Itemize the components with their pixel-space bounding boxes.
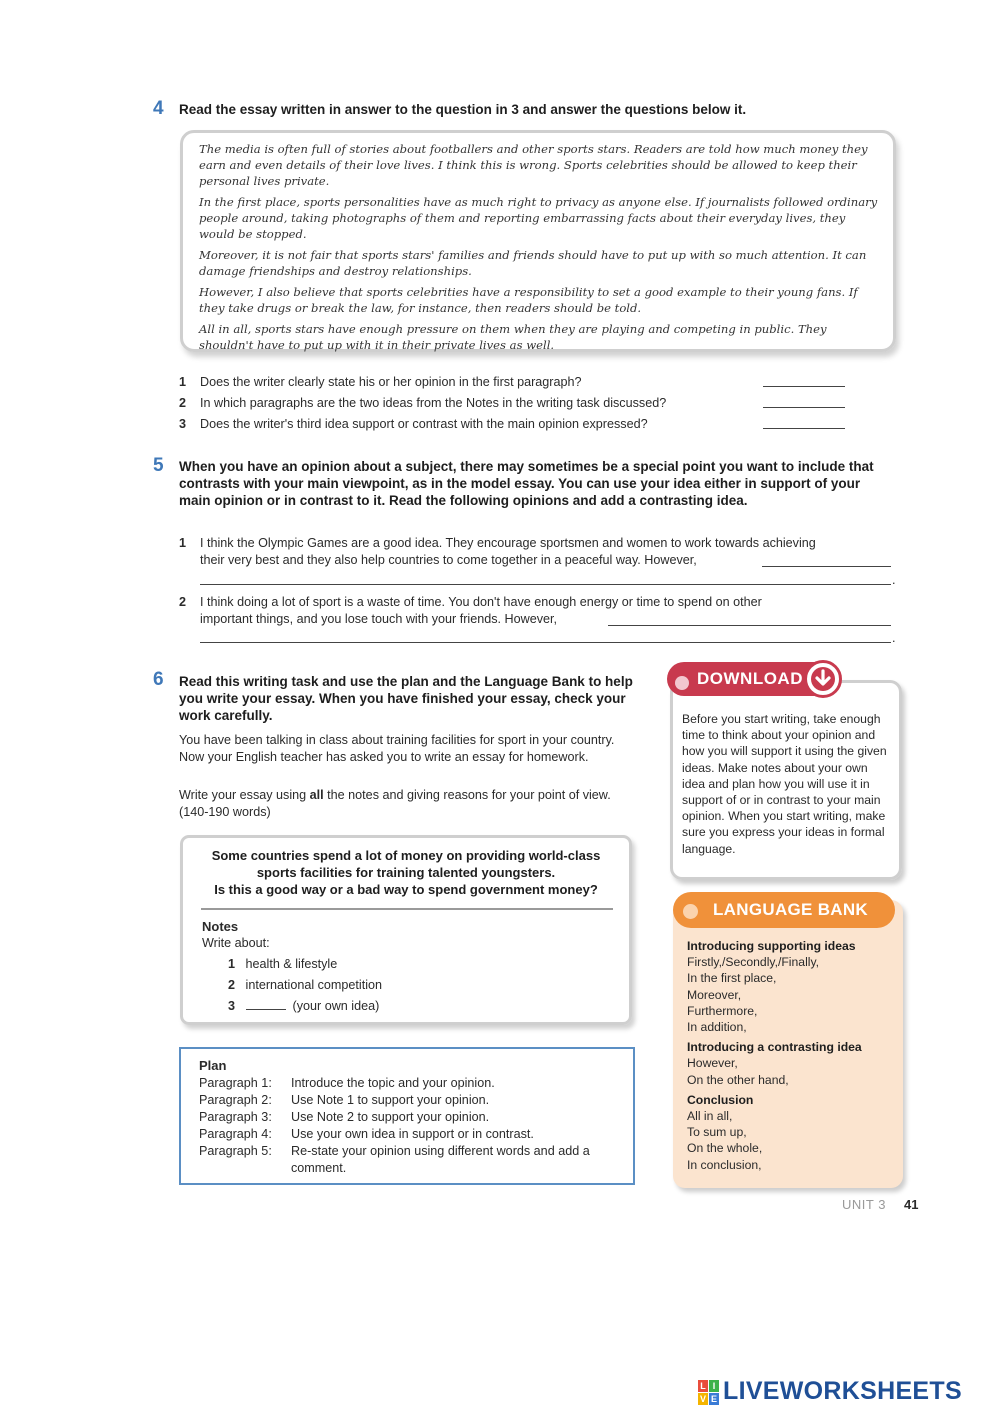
answer-blank-3[interactable] [763, 428, 845, 429]
essay-paragraph-3: Moreover, it is not fair that sports stars' families and friends should have to put up with so much attention. It can damage friendships and destroy relationships. [199, 248, 867, 278]
download-text: Before you start writing, take enough time to think about your opinion and how you will support it using the given ideas. Make notes about your own idea and plan how you will use it in support of or in contrast to your main opinion. When you start writing, make sure you express your ideas in formal language. [682, 712, 887, 856]
page-number: 41 [904, 1197, 919, 1212]
opinion-1-answer-line[interactable] [200, 584, 891, 585]
liveworksheets-logo: L I V E [699, 1381, 717, 1404]
question-1: 1 Does the writer clearly state his or her opinion in the first paragraph? [179, 375, 582, 389]
exercise-5-instruction: When you have an opinion about a subject, there may sometimes be a special point you want to include that contrasts with your main viewpoint, as in the model essay. You can use your idea either in support of your main opinion or in contrast to it. Read the following opinions and add a contrasting idea. [179, 459, 874, 508]
exercise-4-instruction: Read the essay written in answer to the question in 3 and answer the questions below it. [179, 102, 747, 117]
hand-pointer-icon [675, 676, 689, 690]
language-bank-banner [673, 892, 895, 928]
task-paragraph-2: Write your essay using all the notes and giving reasons for your point of view. (140-190 words) [179, 788, 611, 819]
liveworksheets-watermark: LIVEWORKSHEETS [723, 1377, 962, 1405]
note-2: 2 international competition [228, 978, 383, 992]
exercise-6-number: 6 [153, 669, 164, 690]
plan-box [179, 1047, 635, 1185]
language-bank-title: LANGUAGE BANK [713, 900, 869, 919]
essay-paragraph-4: However, I also believe that sports celebrities have a responsibility to set a good example to their young fans. If they take drugs or break the law, for instance, then readers should be told. [199, 285, 858, 315]
language-bank-box [673, 900, 903, 1188]
note-3-blank[interactable] [246, 1009, 286, 1010]
lb-heading-conclusion: Conclusion [687, 1092, 754, 1107]
note-1: 1 health & lifestyle [228, 957, 338, 971]
question-3: 3 Does the writer's third idea support or contrast with the main opinion expressed? [179, 417, 648, 431]
download-box [670, 680, 902, 880]
answer-blank-1[interactable] [763, 386, 845, 387]
opinion-2-line-1: 2 I think doing a lot of sport is a waste of time. You don't have enough energy or time to spend on other [179, 595, 762, 609]
essay-box [180, 130, 896, 352]
language-bank-content: Introducing supporting ideas Firstly,/Secondly,/Finally, In the first place, Moreover, Furthermore, In addition, Introducing a contrasting idea However, On the other hand, Conclusion All in all, To sum up, On the whole, In conclusion, [687, 939, 862, 1172]
task-paragraph-1: You have been talking in class about training facilities for sport in your country. Now your English teacher has asked you to write an essay for homework. [179, 733, 615, 764]
essay-paragraph-2: In the first place, sports personalities have as much right to privacy as anyone else. If journalists followed ordinary people around, taking photographs of them and reporting embarrassing facts about their everyday lives, they would be stopped. [199, 195, 878, 241]
write-about-label: Write about: [202, 936, 270, 950]
plan-row-5: Paragraph 5: Re-state your opinion using different words and add a comment. [199, 1144, 590, 1175]
hand-pointer-icon [683, 904, 698, 919]
essay-question-box [180, 835, 632, 1025]
opinion-1-end-mark: . [892, 573, 896, 587]
plan-row-2: Paragraph 2: Use Note 1 to support your opinion. [199, 1093, 490, 1107]
plan-row-1: Paragraph 1: Introduce the topic and your opinion. [199, 1076, 495, 1090]
opinion-2-answer-line[interactable] [200, 642, 891, 643]
unit-label: UNIT 3 [842, 1197, 886, 1212]
plan-title: Plan [199, 1058, 227, 1073]
essay-question: Some countries spend a lot of money on providing world-class sports facilities for training talented youngsters. Is this a good way or a bad way to spend government money? [211, 848, 601, 897]
plan-row-4: Paragraph 4: Use your own idea in support or in contrast. [199, 1127, 534, 1141]
opinion-1-line-1: 1 I think the Olympic Games are a good idea. They encourage sportsmen and women to work towards achieving [179, 536, 816, 550]
exercise-4-number: 4 [153, 98, 164, 119]
essay-paragraph-1: The media is often full of stories about footballers and other sports stars. Readers are told how much money they earn and even details of their love lives. I think this is wrong. Sports celebrities should be allowed to keep their personal lives private. [199, 142, 868, 188]
lb-heading-contrasting: Introducing a contrasting idea [687, 1040, 862, 1055]
exercise-5-number: 5 [153, 455, 164, 476]
essay-paragraph-5: All in all, sports stars have enough pressure on them when they are playing and competing in public. They shouldn't have to put up with it in their private lives as well. [199, 322, 827, 352]
note-3: 3 (your own idea) [228, 999, 380, 1013]
opinion-2-end-mark: . [892, 631, 896, 645]
download-title: DOWNLOAD [697, 669, 803, 688]
download-arrow-icon [804, 660, 842, 698]
plan-row-3: Paragraph 3: Use Note 2 to support your opinion. [199, 1110, 490, 1124]
answer-blank-2[interactable] [763, 407, 845, 408]
question-2: 2 In which paragraphs are the two ideas from the Notes in the writing task discussed? [179, 396, 667, 410]
opinion-2-line-2: important things, and you lose touch with your friends. However, [200, 612, 558, 626]
notes-title: Notes [202, 919, 239, 934]
lb-heading-supporting: Introducing supporting ideas [687, 939, 856, 953]
opinion-1-blank[interactable] [762, 566, 891, 567]
divider [201, 908, 613, 910]
opinion-1-line-2: their very best and they also help countries to come together in a peaceful way. However, [200, 553, 697, 567]
opinion-2-blank[interactable] [608, 625, 891, 626]
exercise-6-instruction: Read this writing task and use the plan and the Language Bank to help you write your essay. When you have finished your essay, check your work carefully. [179, 674, 633, 723]
